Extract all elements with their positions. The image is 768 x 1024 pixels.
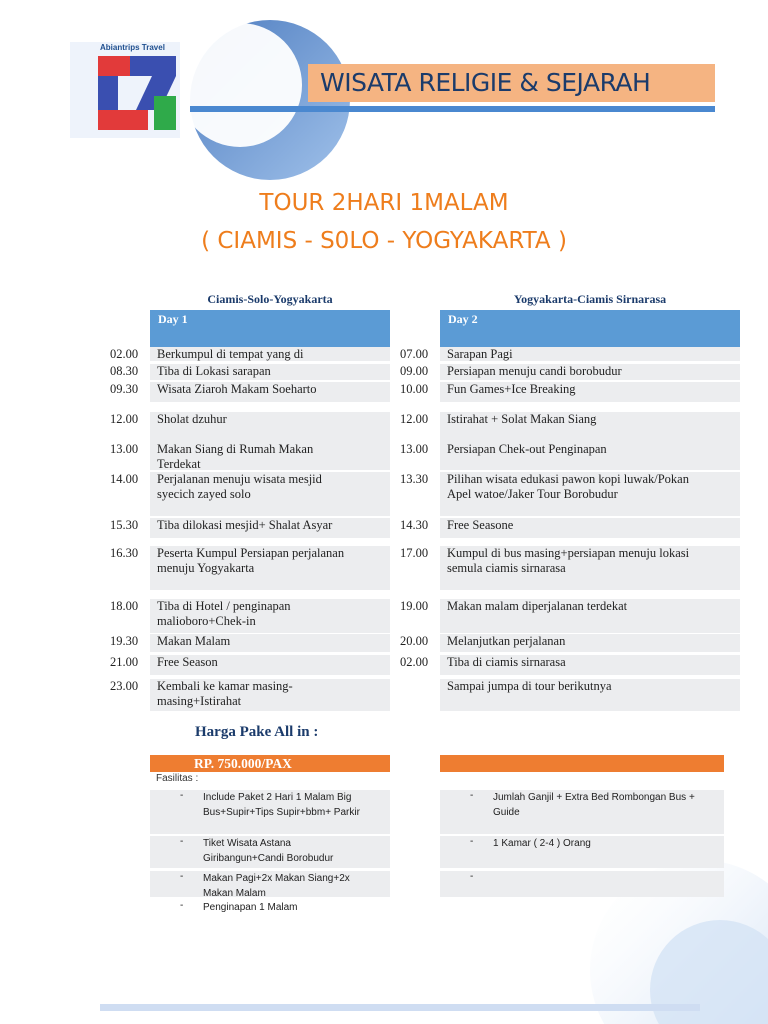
day1-time: 09.30 <box>110 382 139 396</box>
facility-item: Include Paket 2 Hari 1 Malam Big Bus+Supir+Tips Supir+bbm+ Parkir <box>203 792 360 818</box>
day1-time: 23.00 <box>110 679 139 693</box>
day2-time: 17.00 <box>400 546 429 560</box>
facility-bullet: - <box>470 836 474 847</box>
price-bar-right <box>440 755 724 772</box>
day2-activity: Sampai jumpa di tour berikutnya <box>447 679 612 693</box>
day2-activity: Persiapan menuju candi borobudur <box>447 364 622 378</box>
day2-activity: Tiba di ciamis sirnarasa <box>447 655 566 669</box>
day2-header <box>440 310 740 348</box>
day1-time: 13.00 <box>110 442 139 456</box>
price-bar <box>150 755 390 772</box>
day1-activity: Tiba di Hotel / penginapan malioboro+Chek-in <box>157 599 291 628</box>
day1-header <box>150 310 390 348</box>
day1-time: 21.00 <box>110 655 139 669</box>
logo-mark-icon <box>70 42 180 138</box>
day1-time: 19.30 <box>110 634 139 648</box>
day2-activity: Melanjutkan perjalanan <box>447 634 566 648</box>
price-value: RP. 750.000/PAX <box>194 756 292 771</box>
day2-time: 09.00 <box>400 364 429 378</box>
day2-activity: Persiapan Chek-out Penginapan <box>447 442 607 456</box>
facility-bullet: - <box>470 871 474 882</box>
day1-activity: Makan Siang di Rumah Makan Terdekat <box>157 442 314 471</box>
day1-label: Day 1 <box>158 312 188 326</box>
day2-time: 02.00 <box>400 655 429 669</box>
footer-bar <box>100 1004 700 1011</box>
day1-time: 15.30 <box>110 518 139 532</box>
day1-time: 16.30 <box>110 546 139 560</box>
price-heading: Harga Pake All in : <box>195 724 319 740</box>
day2-time: 12.00 <box>400 412 429 426</box>
day1-activity: Tiba dilokasi mesjid+ Shalat Asyar <box>157 518 333 532</box>
day1-activity: Free Season <box>157 655 218 669</box>
facility-bullet: - <box>180 836 184 847</box>
day2-activity: Istirahat + Solat Makan Siang <box>447 412 597 426</box>
day2-activity: Sarapan Pagi <box>447 347 513 361</box>
logo-text: Abiantrips Travel <box>100 43 165 52</box>
day2-time: 19.00 <box>400 599 429 613</box>
day1-time: 02.00 <box>110 347 139 361</box>
facility-item: Tiket Wisata Astana Giribangun+Candi Borobudur <box>203 838 334 864</box>
day1-activity: Sholat dzuhur <box>157 412 227 426</box>
page-title: WISATA RELIGIE & SEJARAH <box>320 68 651 97</box>
day2-activity: Fun Games+Ice Breaking <box>447 382 576 396</box>
day1-time: 14.00 <box>110 472 139 486</box>
day2-time: 10.00 <box>400 382 429 396</box>
facility-item: Makan Pagi+2x Makan Siang+2x Makan Malam <box>203 873 350 899</box>
facility-bullet: - <box>180 871 184 882</box>
tour-route: ( CIAMIS - S0LO - YOGYAKARTA ) <box>201 228 567 254</box>
logo <box>70 42 180 138</box>
day1-route: Ciamis-Solo-Yogyakarta <box>207 292 333 306</box>
day2-time: 20.00 <box>400 634 429 648</box>
day1-activity: Kembali ke kamar masing-masing+Istirahat <box>157 679 293 708</box>
day2-time: 13.30 <box>400 472 429 486</box>
facility-item: Penginapan 1 Malam <box>203 902 298 913</box>
day1-activity: Perjalanan menuju wisata mesjid syecich zayed solo <box>157 472 322 501</box>
day2-time: 07.00 <box>400 347 429 361</box>
day2-route: Yogyakarta-Ciamis Sirnarasa <box>513 292 667 306</box>
day2-time: 14.30 <box>400 518 429 532</box>
title-underline <box>190 106 715 112</box>
day2-time: 13.00 <box>400 442 429 456</box>
facility-row-bg <box>440 871 724 897</box>
day1-activity: Berkumpul di tempat yang di <box>157 347 304 361</box>
day1-time: 12.00 <box>110 412 139 426</box>
day1-activity: Wisata Ziaroh Makam Soeharto <box>157 382 317 396</box>
day1-activity: Tiba di Lokasi sarapan <box>157 364 271 378</box>
day2-label: Day 2 <box>448 312 478 326</box>
tour-title: TOUR 2HARI 1MALAM <box>259 190 509 216</box>
day2-activity: Free Seasone <box>447 518 514 532</box>
facility-item: 1 Kamar ( 2-4 ) Orang <box>493 838 591 849</box>
day2-activity: Kumpul di bus masing+persiapan menuju lokasi semula ciamis sirnarasa <box>447 546 690 575</box>
day2-activity: Makan malam diperjalanan terdekat <box>447 599 628 613</box>
day1-time: 08.30 <box>110 364 139 378</box>
day1-activity: Makan Malam <box>157 634 231 648</box>
day2-activity: Pilihan wisata edukasi pawon kopi luwak/Pokan Apel watoe/Jaker Tour Borobudur <box>447 472 689 501</box>
facilities-label: Fasilitas : <box>156 773 199 784</box>
day1-time: 18.00 <box>110 599 139 613</box>
facility-bullet: - <box>470 790 474 801</box>
day1-activity: Peserta Kumpul Persiapan perjalanan menuju Yogyakarta <box>157 546 345 575</box>
facility-bullet: - <box>180 790 184 801</box>
facility-item: Jumlah Ganjil + Extra Bed Rombongan Bus + Guide <box>493 792 695 818</box>
facility-bullet: - <box>180 900 184 911</box>
